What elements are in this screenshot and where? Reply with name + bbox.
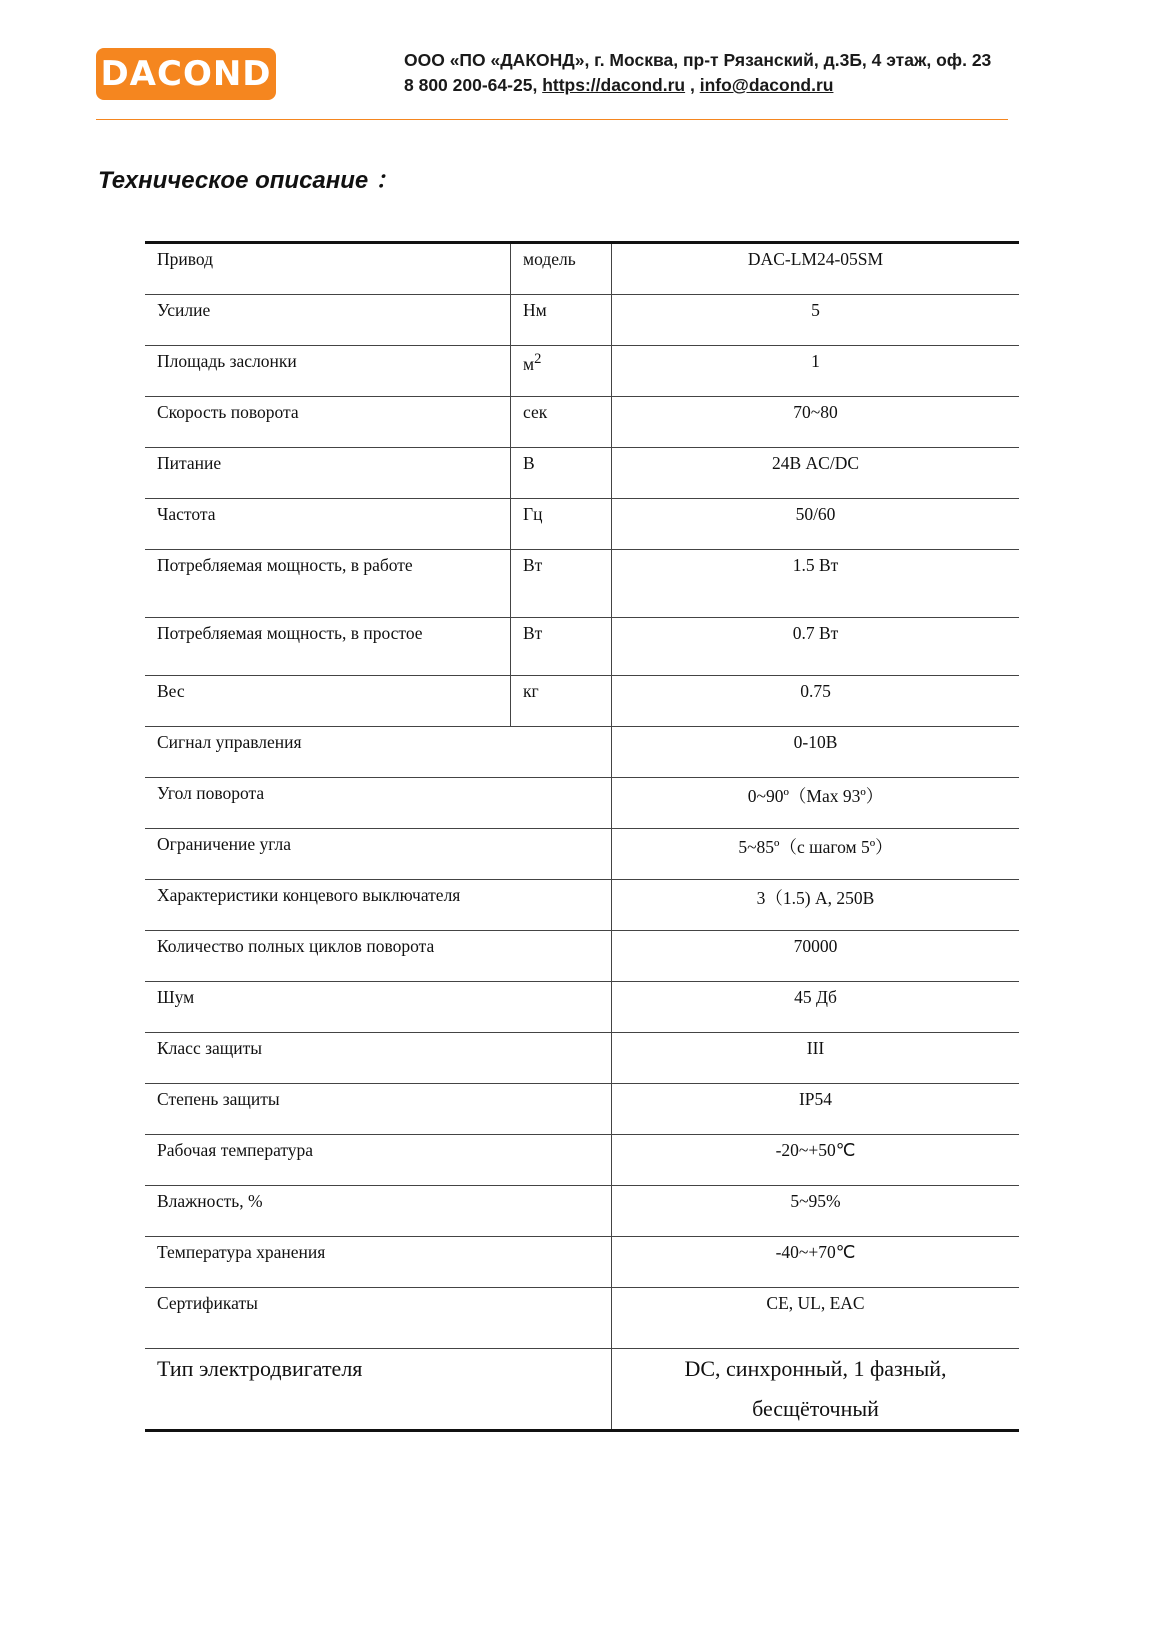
param-value: 5~95%: [612, 1186, 1020, 1237]
company-site-link[interactable]: https://dacond.ru: [542, 75, 686, 95]
table-row: [145, 778, 1019, 829]
param-name: Сертификаты: [145, 1288, 612, 1349]
param-name: Скорость поворота: [145, 397, 511, 448]
param-unit: В: [511, 448, 612, 499]
param-unit: модель: [511, 243, 612, 295]
param-name: Тип электродвигателя: [145, 1349, 612, 1431]
param-value: 50/60: [612, 499, 1020, 550]
param-name: Потребляемая мощность, в простое: [145, 618, 511, 676]
dacond-logo: DACOND: [96, 48, 276, 100]
table-row: [145, 1084, 1019, 1135]
param-name: Количество полных циклов поворота: [145, 931, 612, 982]
company-header: [404, 48, 991, 98]
param-value: -40~+70℃: [612, 1237, 1020, 1288]
param-value: 0~90º（Max 93º）: [612, 778, 1020, 829]
param-name: Шум: [145, 982, 612, 1033]
table-row: [145, 397, 1019, 448]
param-name: Угол поворота: [145, 778, 612, 829]
table-row: [145, 727, 1019, 778]
company-phone: 8 800 200-64-25,: [404, 75, 538, 95]
page-title: Техническое описание ：: [98, 167, 399, 194]
param-unit: Вт: [511, 618, 612, 676]
table-row: [145, 931, 1019, 982]
unit-superscript: 2: [534, 351, 542, 367]
param-name: Привод: [145, 243, 511, 295]
param-unit: Нм: [511, 295, 612, 346]
param-name: Степень защиты: [145, 1084, 612, 1135]
table-row: [145, 1033, 1019, 1084]
company-email-link[interactable]: info@dacond.ru: [699, 75, 834, 95]
param-value: III: [612, 1033, 1020, 1084]
table-row: [145, 243, 1019, 295]
spec-table: [145, 241, 1019, 1432]
param-value: -20~+50℃: [612, 1135, 1020, 1186]
unit-base: м: [523, 353, 535, 374]
motor-type-line-1: DC, синхронный, 1 фазный,: [684, 1356, 947, 1381]
param-name: Влажность, %: [145, 1186, 612, 1237]
param-value: 0-10В: [612, 727, 1020, 778]
param-value: 5~85º（с шагом 5º）: [612, 829, 1020, 880]
table-row: [145, 1135, 1019, 1186]
param-name: Потребляемая мощность, в работе: [145, 550, 511, 618]
param-name: Питание: [145, 448, 511, 499]
param-unit: Вт: [511, 550, 612, 618]
company-contacts: [404, 73, 991, 98]
table-row: [145, 880, 1019, 931]
param-name: Вес: [145, 676, 511, 727]
param-name: Сигнал управления: [145, 727, 612, 778]
table-row: [145, 982, 1019, 1033]
table-row: [145, 346, 1019, 397]
table-row: [145, 550, 1019, 618]
param-unit: Гц: [511, 499, 612, 550]
table-row: [145, 1186, 1019, 1237]
table-row: [145, 448, 1019, 499]
param-value: 5: [612, 295, 1020, 346]
param-value: IP54: [612, 1084, 1020, 1135]
table-row: [145, 829, 1019, 880]
table-row: [145, 1288, 1019, 1349]
param-name: Класс защиты: [145, 1033, 612, 1084]
param-value: 24В AC/DC: [612, 448, 1020, 499]
contacts-separator: ,: [689, 75, 695, 95]
param-value: 70~80: [612, 397, 1020, 448]
param-value: 70000: [612, 931, 1020, 982]
table-row: [145, 499, 1019, 550]
param-name: Площадь заслонки: [145, 346, 511, 397]
param-value: 1: [612, 346, 1020, 397]
param-value: 0.75: [612, 676, 1020, 727]
param-value: CE, UL, EAC: [612, 1288, 1020, 1349]
table-row: [145, 1349, 1019, 1431]
param-value: 1.5 Вт: [612, 550, 1020, 618]
param-unit: [511, 346, 612, 397]
table-row: [145, 1237, 1019, 1288]
param-value: 0.7 Вт: [612, 618, 1020, 676]
motor-type-line-2: бесщёточный: [752, 1396, 879, 1421]
param-unit: сек: [511, 397, 612, 448]
param-value: [612, 1349, 1020, 1431]
param-name: Усилие: [145, 295, 511, 346]
table-row: [145, 618, 1019, 676]
company-address: ООО «ПО «ДАКОНД», г. Москва, пр-т Рязанский, д.3Б, 4 этаж, оф. 23: [404, 50, 992, 70]
param-name: Рабочая температура: [145, 1135, 612, 1186]
param-name: Характеристики концевого выключателя: [145, 880, 612, 931]
param-value: DAC-LM24-05SM: [612, 243, 1020, 295]
param-value: 3（1.5) A, 250В: [612, 880, 1020, 931]
param-name: Температура хранения: [145, 1237, 612, 1288]
param-value: 45 Дб: [612, 982, 1020, 1033]
table-row: [145, 676, 1019, 727]
param-name: Частота: [145, 499, 511, 550]
param-unit: кг: [511, 676, 612, 727]
table-row: [145, 295, 1019, 346]
header-divider: [96, 119, 1008, 120]
param-name: Ограничение угла: [145, 829, 612, 880]
